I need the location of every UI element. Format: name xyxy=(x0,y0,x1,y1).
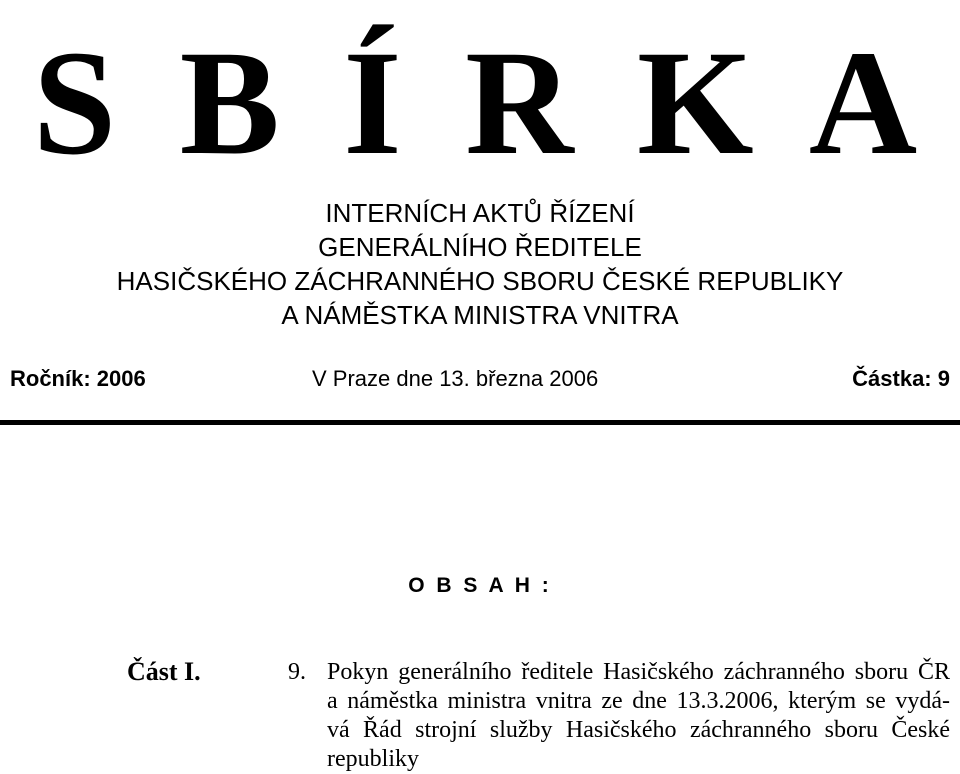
entry-text-line: a náměstka ministra vnitra ze dne 13.3.2006, kterým se vydá- xyxy=(327,688,950,714)
publisher-heading-line: A NÁMĚSTKA MINISTRA VNITRA xyxy=(281,300,679,330)
entry-text-line: Pokyn generálního ředitele Hasičského záchranného sboru ČR xyxy=(327,659,950,685)
place-and-date: V Praze dne 13. března 2006 xyxy=(312,366,599,391)
header-divider xyxy=(0,420,960,425)
publisher-heading-line: INTERNÍCH AKTŮ ŘÍZENÍ xyxy=(325,198,635,228)
issue-info-bar xyxy=(10,362,950,396)
issue-number: Částka: 9 xyxy=(852,366,950,391)
entry-number: 9. xyxy=(288,659,306,685)
entry-text-line: republiky xyxy=(327,746,419,772)
contents-entry xyxy=(327,658,950,774)
publisher-heading-line: GENERÁLNÍHO ŘEDITELE xyxy=(318,232,642,262)
collection-title: S B Í R K A xyxy=(32,20,928,186)
publisher-heading xyxy=(0,196,960,332)
publisher-heading-line: HASIČSKÉHO ZÁCHRANNÉHO SBORU ČESKÉ REPUBLIKY xyxy=(116,266,844,296)
entry-text-line: vá Řád strojní služby Hasičského záchranného sboru České xyxy=(327,717,950,743)
contents-heading: O B S A H : xyxy=(408,574,552,597)
volume-label: Ročník: 2006 xyxy=(10,366,146,391)
section-label: Část I. xyxy=(127,657,201,686)
